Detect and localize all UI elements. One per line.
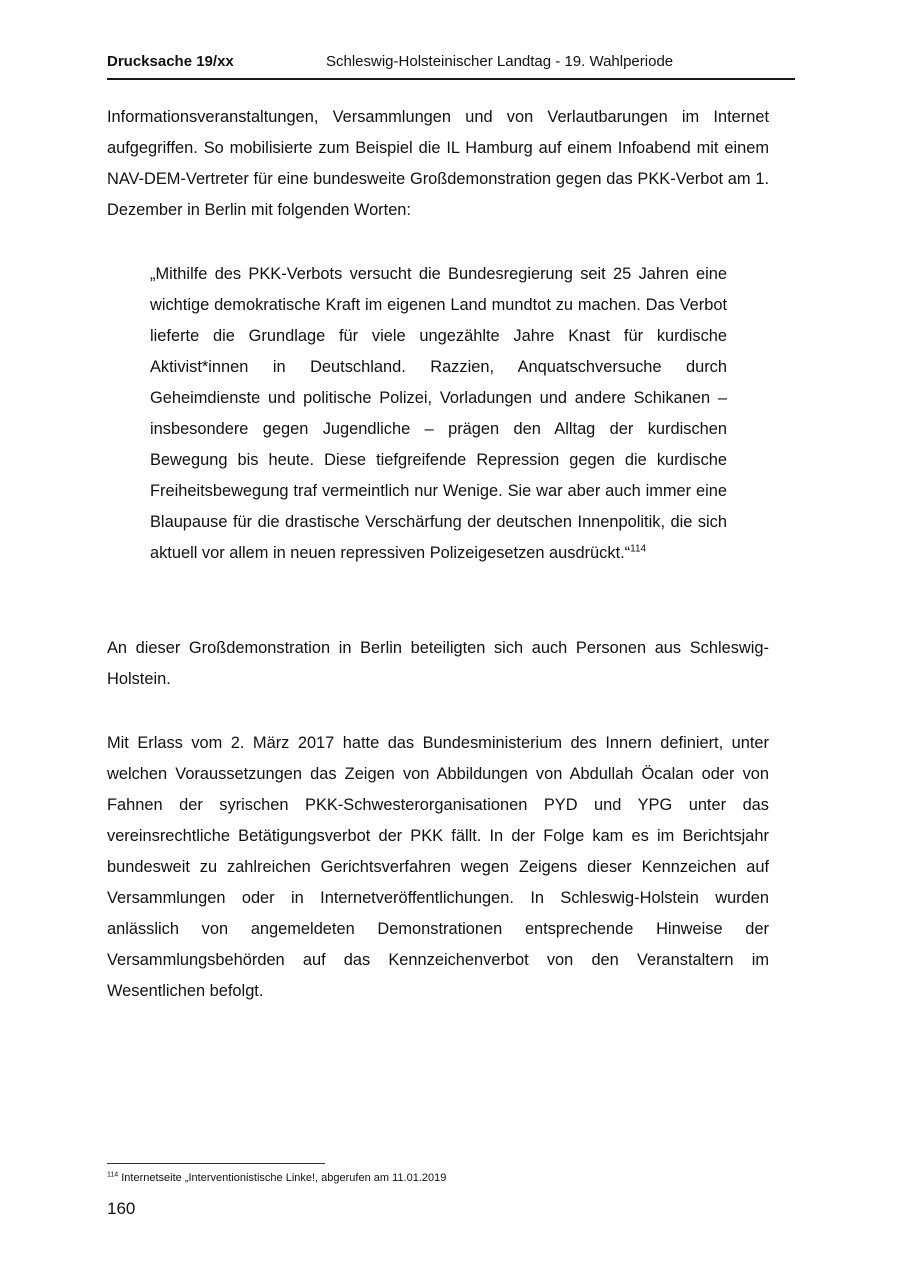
footnote-number: 114 xyxy=(107,1171,119,1179)
paragraph-2: An dieser Großdemonstration in Berlin beteiligten sich auch Personen aus Schleswig-Holstein. xyxy=(107,639,769,688)
footnote xyxy=(107,1171,446,1185)
document-number: Drucksache 19/xx xyxy=(107,53,234,70)
page-number: 160 xyxy=(107,1199,136,1218)
footnote-reference[interactable]: 114 xyxy=(630,543,647,555)
paragraph-1: Informationsveranstaltungen, Versammlungen und von Verlautbarungen im Internet aufgegriffen. So mobilisierte zum Beispiel die IL Hamburg auf einem Infoabend mit einem NAV-DEM-Vertreter für eine bundesweite Großdemonstration gegen das PKK-Verbot am 1. Dezember in Berlin mit folgenden Worten: xyxy=(107,108,769,219)
header-title: Schleswig-Holsteinischer Landtag - 19. Wahlperiode xyxy=(326,53,674,70)
quote-text: „Mithilfe des PKK-Verbots versucht die Bundesregierung seit 25 Jahren eine wichtige demokratische Kraft im eigenen Land mundtot zu machen. Das Verbot lieferte die Grundlage für viele ungezählte Jahre Knast für kurdische Aktivist*innen in Deutschland. Razzien, Anquatschversuche durch Geheimdienste und politische Polizei, Vorladungen und andere Schikanen – insbesondere gegen Jugendliche – prägen den Alltag der kurdischen Bewegung bis heute. Diese tiefgreifende Repression gegen die kurdische Freiheitsbewegung traf vermeintlich nur Wenige. Sie war aber auch immer eine Blaupause für die drastische Verschärfung der deutschen Innenpolitik, die sich aktuell vor allem in neuen repressiven Polizeigesetzen ausdrückt.“ xyxy=(150,265,727,562)
page-header xyxy=(107,50,795,80)
footnote-text: Internetseite „Interventionistische Linke!, abgerufen am 11.01.2019 xyxy=(121,1172,447,1184)
paragraph-3: Mit Erlass vom 2. März 2017 hatte das Bundesministerium des Innern definiert, unter welchen Voraussetzungen das Zeigen von Abbildungen von Abdullah Öcalan oder von Fahnen der syrischen PKK-Schwesterorganisationen PYD und YPG unter das vereinsrechtliche Betätigungsverbot der PKK fällt. In der Folge kam es im Berichtsjahr bundesweit zu zahlreichen Gerichtsverfahren wegen Zeigens dieser Kennzeichen auf Versammlungen oder in Internetveröffentlichungen. In Schleswig-Holstein wurden anlässlich von angemeldeten Demonstrationen entsprechende Hinweise der Versammlungsbehörden auf das Kennzeichenverbot von den Veranstaltern im Wesentlichen befolgt. xyxy=(107,734,769,1000)
block-quote xyxy=(150,259,727,569)
footnote-separator xyxy=(107,1163,325,1164)
